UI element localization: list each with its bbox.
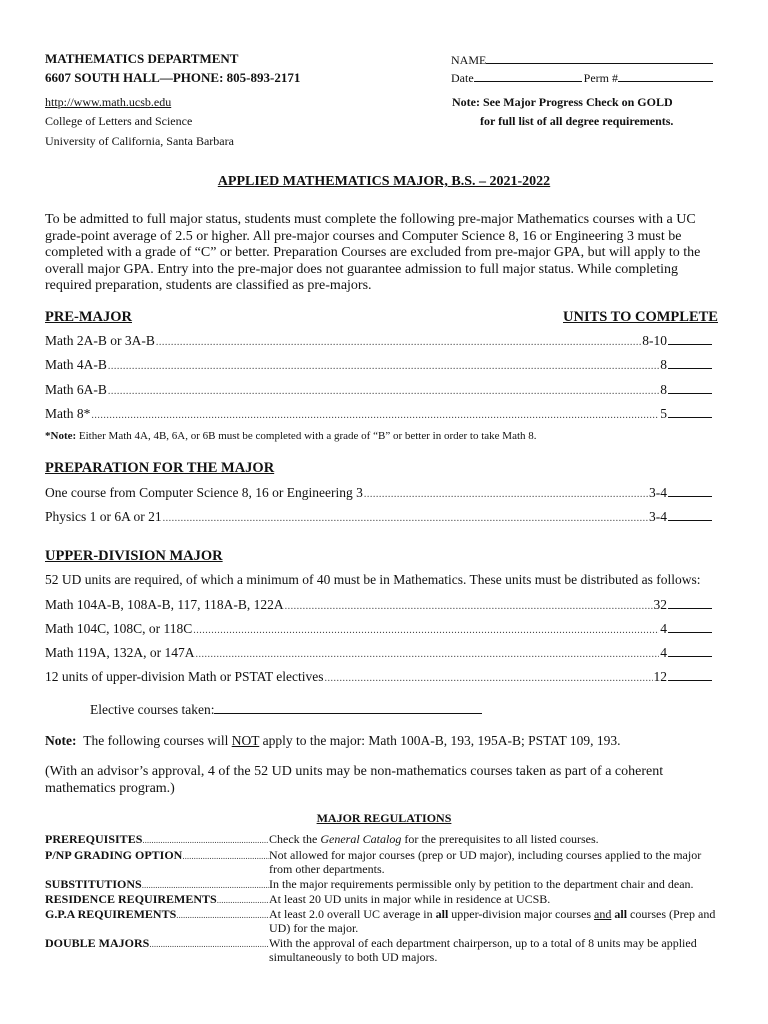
units-blank[interactable] — [668, 332, 712, 345]
course-units: 5 — [660, 406, 667, 421]
advisor-note: (With an advisor’s approval, 4 of the 52 UD units may be non-mathematics courses taken as part of a coherent mathematics program.) — [45, 764, 664, 796]
upper-division-intro: 52 UD units are required, of which a minimum of 40 must be in Mathematics. These units must be distributed as follows: — [45, 572, 701, 587]
regulation-item — [45, 848, 725, 876]
regulation-text: Not allowed for major courses (prep or UD major), including courses applied to the major from other departments. — [269, 848, 702, 876]
course-name: Math 4A-B — [45, 357, 107, 372]
name-label: NAME — [451, 53, 487, 67]
gold-note-line1: Note: See Major Progress Check on GOLD — [452, 95, 673, 109]
units-blank[interactable] — [668, 405, 712, 418]
department-url-link[interactable]: http://www.math.ucsb.edu — [45, 95, 172, 109]
preparation-heading: PREPARATION FOR THE MAJOR — [45, 460, 275, 476]
department-name: MATHEMATICS DEPARTMENT — [45, 51, 239, 66]
course-name: One course from Computer Science 8, 16 or Engineering 3 — [45, 485, 363, 500]
units-blank[interactable] — [668, 596, 712, 609]
course-row — [45, 484, 712, 502]
elective-label: Elective courses taken: — [90, 702, 215, 717]
course-row — [45, 356, 712, 374]
page-title: APPLIED MATHEMATICS MAJOR, B.S. – 2021-2022 — [217, 174, 551, 189]
course-row — [45, 332, 712, 350]
regulation-item — [45, 892, 725, 907]
regulation-item — [45, 832, 725, 847]
regulation-key: PREREQUISITES — [45, 832, 143, 846]
units-blank[interactable] — [668, 381, 712, 394]
course-units: 3-4 — [649, 509, 667, 524]
course-units: 8-10 — [642, 333, 667, 348]
regulation-text: In the major requirements permissible only by petition to the department chair and dean. — [269, 877, 694, 891]
regulation-item — [45, 936, 725, 964]
regulation-text: At least 20 UD units in major while in residence at UCSB. — [269, 892, 551, 906]
regulation-key: SUBSTITUTIONS — [45, 877, 142, 891]
course-row — [45, 620, 712, 638]
units-blank[interactable] — [668, 356, 712, 369]
units-blank[interactable] — [668, 644, 712, 657]
regulation-text: Check the General Catalog for the prerequisites to all listed courses. — [269, 832, 599, 846]
exclusion-note-not: NOT — [231, 733, 260, 748]
course-row — [45, 381, 712, 399]
premajor-note — [45, 430, 537, 442]
exclusion-note-pre: The following courses will — [83, 733, 232, 748]
premajor-note-text: Either Math 4A, 4B, 6A, or 6B must be completed with a grade of “B” or better in order to take Math 8. — [76, 430, 537, 442]
premajor-heading: PRE-MAJOR — [45, 309, 132, 325]
course-name: 12 units of upper-division Math or PSTAT electives — [45, 669, 324, 684]
units-blank[interactable] — [668, 484, 712, 497]
course-units: 4 — [660, 621, 667, 636]
course-name: Math 2A-B or 3A-B — [45, 333, 155, 348]
perm-blank[interactable] — [618, 69, 713, 82]
date-blank[interactable] — [474, 69, 582, 82]
college-name: College of Letters and Science — [45, 114, 193, 128]
department-address: 6607 SOUTH HALL—PHONE: 805-893-2171 — [45, 70, 301, 85]
course-row — [45, 644, 712, 662]
units-blank[interactable] — [668, 508, 712, 521]
course-units: 8 — [660, 382, 667, 397]
gold-note-line2: for full list of all degree requirements. — [480, 114, 674, 128]
elective-courses-field[interactable] — [90, 701, 482, 718]
course-name: Math 6A-B — [45, 382, 107, 397]
units-heading: UNITS TO COMPLETE — [563, 309, 718, 325]
course-name: Math 119A, 132A, or 147A — [45, 645, 195, 660]
units-blank[interactable] — [668, 668, 712, 681]
elective-blank[interactable] — [214, 701, 482, 714]
course-name: Math 8* — [45, 406, 91, 421]
date-label: Date — [451, 71, 474, 85]
date-perm-field[interactable] — [451, 69, 713, 86]
regulation-key: RESIDENCE REQUIREMENTS — [45, 892, 217, 906]
regulations-heading: MAJOR REGULATIONS — [316, 811, 452, 825]
course-row — [45, 668, 712, 686]
upper-division-heading: UPPER-DIVISION MAJOR — [45, 548, 223, 564]
regulation-key: DOUBLE MAJORS — [45, 936, 150, 950]
course-name: Physics 1 or 6A or 21 — [45, 509, 162, 524]
premajor-note-label: *Note: — [45, 430, 77, 442]
regulation-text: With the approval of each department chairperson, up to a total of 8 units may be applied simultaneously to both UD majors. — [269, 936, 697, 964]
exclusion-note-label: Note: — [45, 733, 77, 748]
regulation-key: P/NP GRADING OPTION — [45, 848, 183, 862]
course-row — [45, 596, 712, 614]
course-units: 3-4 — [649, 485, 667, 500]
course-name: Math 104A-B, 108A-B, 117, 118A-B, 122A — [45, 597, 284, 612]
course-name: Math 104C, 108C, or 118C — [45, 621, 193, 636]
exclusion-note — [45, 733, 621, 749]
units-blank[interactable] — [668, 620, 712, 633]
regulation-key: G.P.A REQUIREMENTS — [45, 907, 177, 921]
course-units: 32 — [653, 597, 667, 612]
name-field[interactable] — [451, 51, 713, 68]
intro-paragraph: To be admitted to full major status, students must complete the following pre-major Mathematics courses with a UC grade-point average of 2.5 or higher. All pre-major courses and Computer Science 8, 16 or Engineering 3 must be completed with a grade of “C” or better. Preparation Courses are excluded from pre-major GPA, but will apply to the overall major GPA. Entry into the pre-major does not guarantee admission to full major status. While completing required preparation, students are classified as pre-majors. — [45, 212, 701, 293]
course-row — [45, 405, 712, 423]
regulation-text: At least 2.0 overall UC average in all upper-division major courses and all courses (Prep and UD) for the major. — [269, 907, 716, 935]
regulation-item — [45, 877, 725, 892]
course-units: 8 — [660, 357, 667, 372]
perm-label: Perm # — [583, 71, 618, 85]
course-row — [45, 508, 712, 526]
course-units: 4 — [660, 645, 667, 660]
course-units: 12 — [653, 669, 667, 684]
university-name: University of California, Santa Barbara — [45, 134, 234, 148]
name-blank[interactable] — [486, 51, 713, 64]
exclusion-note-post: apply to the major: Math 100A-B, 193, 195A-B; PSTAT 109, 193. — [259, 733, 621, 748]
regulation-item — [45, 907, 725, 935]
